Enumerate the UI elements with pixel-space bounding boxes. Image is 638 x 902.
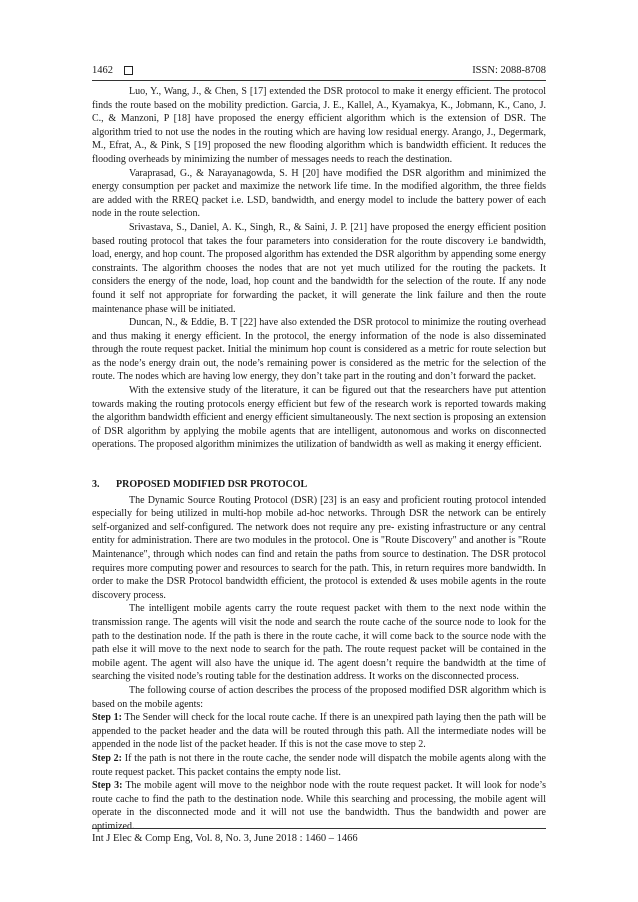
paragraph: Srivastava, S., Daniel, A. K., Singh, R., & Saini, J. P. [21] have proposed the energy efficient position based routing protocol that takes the four parameters into consideration for the route discovery i.e bandwidth, load, energy, and hop count. The proposed algorithm has extended the DSR algorithm by appending some energy constraints. The algorithm chooses the nodes that are not yet much utilized for the routing the packets. It considers the energy of the node, load, hop count and the bandwidth for the selection of the route. If any node found it self not appropriate for forwarding the packet, it will generate the link failure and then the route maintenance phase will be initiated.: [92, 221, 546, 315]
paragraph: Luo, Y., Wang, J., & Chen, S [17] extended the DSR protocol to make it energy efficient. The protocol finds the route based on the mobility prediction. Garcia, J. E., Kallel, A., Kyamakya, K., Jobmann, K., Cano, J. C., & Manzoni, P [18] have proposed the energy efficient algorithm which is the extension of DSR. The algorithm tried to not use the nodes in the routing which are having low residual energy. Arango, J., Degermark, M., Efrat, A., & Pink, S [19] proposed the new flooding algorithm which is bandwidth efficient. It reduces the flooding overheads by minimizing the number of messages needs to reach the destination.: [92, 86, 546, 165]
step-item: [92, 711, 546, 752]
paragraph: The intelligent mobile agents carry the route request packet with them to the next node within the transmission range. The agents will visit the node and search the route cache of the source node to look for the path to the destination node. If the path is there in the route cache, it will come back to the source node with the path else it will move to the next node to search for the path. The route request packet will be contained in the mobile agent. The agent will also have the unique id. The agent doesn’t require the bandwidth at the time of searching the visited node’s routing table for the destination address. It works on the disconnected process.: [92, 603, 546, 683]
step-label: Step 1:: [92, 712, 122, 724]
article-body: [92, 85, 546, 833]
step-text: The mobile agent will move to the neighbor node with the route request packet. It will look for node’s route cache to find the path to the destination node. While this searching and processing, the mobile agent will operate in the disconnected mode and it will not use the bandwidth. Thus the bandwidth and power are optimized.: [92, 780, 546, 832]
paragraph: Varaprasad, G., & Narayanagowda, S. H [20] have modified the DSR algorithm and minimized the energy consumption per packet and maximize the network life time. In the modified algorithm, the three fields are added with the RREQ packet i.e. LSD, bandwidth, and energy model to include the battery power of each node in the route selection.: [92, 167, 546, 220]
paragraph: With the extensive study of the literature, it can be figured out that the researchers have put attention towards making the routing protocols energy efficient but few of the research work is reported towards making the algorithm bandwidth efficient and energy efficient simultaneously. The next section is proposing an extension of DSR algorithm by applying the mobile agents that are intelligent, autonomous and works on disconnected operations. The proposed algorithm minimizes the utilization of bandwidth as well as making it energy efficient.: [92, 385, 546, 451]
square-icon: [124, 66, 133, 75]
header-rule: [92, 80, 546, 81]
footer-citation: Int J Elec & Comp Eng, Vol. 8, No. 3, June 2018 : 1460 – 1466: [92, 833, 358, 844]
page-number: 1462: [92, 64, 113, 76]
section-title: PROPOSED MODIFIED DSR PROTOCOL: [116, 479, 308, 491]
issn: ISSN: 2088-8708: [472, 64, 546, 76]
paragraph: The following course of action describes the process of the proposed modified DSR algorithm which is based on the mobile agents:: [92, 684, 546, 710]
step-label: Step 3:: [92, 780, 123, 792]
step-item: [92, 779, 546, 833]
step-item: [92, 752, 546, 779]
step-label: Step 2:: [92, 752, 122, 764]
paragraph: The Dynamic Source Routing Protocol (DSR) [23] is an easy and proficient routing protocol intended especially for being utilized in multi-hop mobile ad-hoc networks. Through DSR the network can be entirely self-organized and self-configured. The network does not require any pre- existing infrastructure or any central entity for administration. There are two modules in the protocol. One is "Route Discovery" and another is "Route Maintenance", through which nodes can find and retain the paths from source to destination. The DSR protocol requires more computing power and resources to search for the path. This, in return requires more bandwidth. In order to make the DSR Protocol bandwidth efficient, the protocol is extended & uses mobile agents in the route discovery process.: [92, 494, 546, 601]
step-text: If the path is not there in the route cache, the sender node will dispatch the mobile agents along with the route request packet. This packet contains the empty node list.: [92, 752, 546, 778]
step-text: The Sender will check for the local route cache. If there is an unexpired path laying then the path will be appended to the packet header and the data will be routed through this path. All the intermediate nodes will be appended in the node list of the packet header. If this is not the case move to step 2.: [92, 712, 546, 751]
footer-rule: [92, 828, 546, 829]
section-number: 3.: [92, 479, 100, 491]
page-header: [92, 62, 546, 78]
paragraph: Duncan, N., & Eddie, B. T [22] have also extended the DSR protocol to minimize the routing overhead and thus making it energy efficient. In the protocol, the energy information of the node is also disseminated through the route request packet. Initial the minimum hop count is considered as a metric for route selection but as the node’s energy drain out, the node’s remaining power is considered as the metric for the selection of the route. The nodes which are having low energy, they don’t take part in the routing and don’t forward the packet.: [92, 317, 546, 383]
section-heading: [92, 478, 546, 492]
